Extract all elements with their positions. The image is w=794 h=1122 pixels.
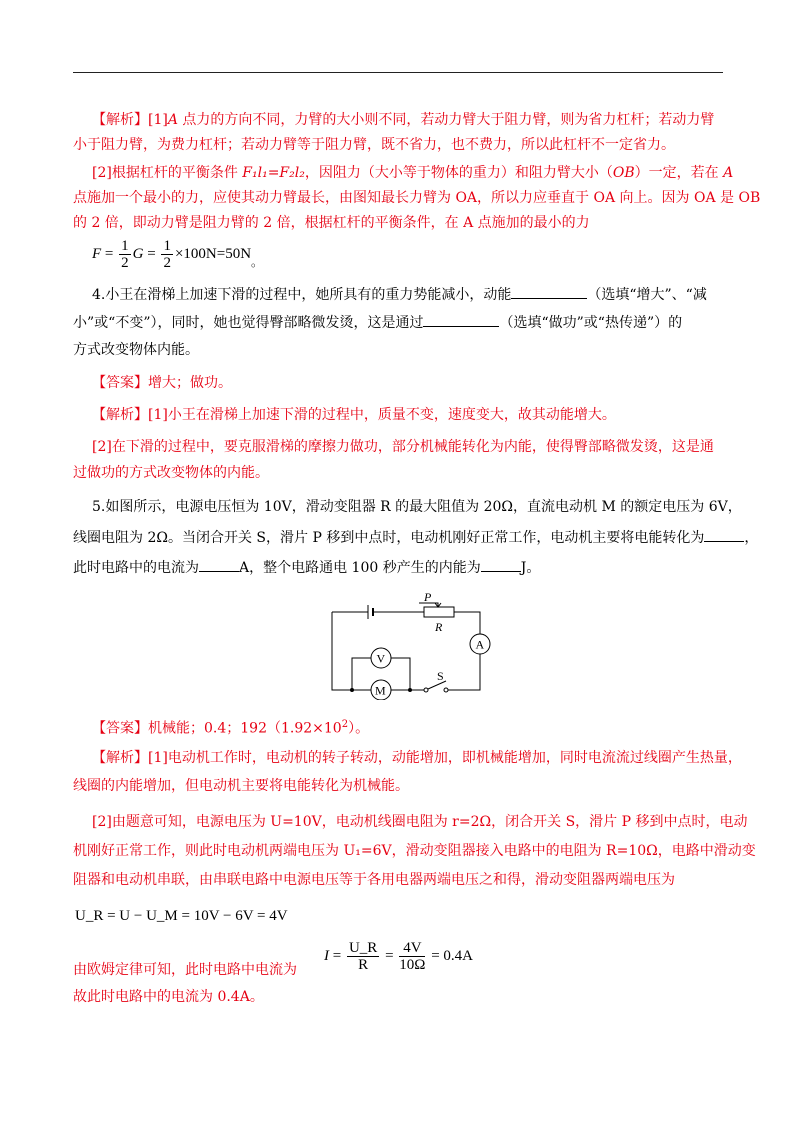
q5-ohm-text: 由欧姆定律可知，此时电路中电流为 xyxy=(73,962,297,978)
q4-blank-1[interactable] xyxy=(511,284,587,299)
q5-stem-1: 5.如图所示，电源电压恒为 10V，滑动变阻器 R 的最大阻值为 20Ω，直流电动机 M 的额定电压为 6V， xyxy=(92,499,742,515)
q4-stem-3: 方式改变物体内能。 xyxy=(73,342,199,358)
voltmeter-wire-left xyxy=(352,658,371,690)
q5-analysis-2: [2]由题意可知，电源电压为 U=10V，电动机线圈电阻为 r=2Ω，闭合开关 S，滑片 P 移到中点时，电动 xyxy=(92,814,748,830)
label-V: V xyxy=(376,651,386,666)
q5-analysis-2c: 阻器和电动机串联，由串联电路中电源电压等于各用电器两端电压之和得，滑动变阻器两端电压为 xyxy=(73,872,675,888)
q4-analysis-2b: 过做功的方式改变物体的内能。 xyxy=(73,465,269,481)
q5-answer: 【答案】机械能；0.4；$192(1.92\times 10^2)$。 xyxy=(92,719,370,737)
label-A: A xyxy=(475,637,485,652)
wire-right-down xyxy=(448,654,480,690)
q4-answer: 【答案】增大；做功。 xyxy=(92,375,232,391)
label-S: S xyxy=(437,669,444,683)
q5-analysis-1: 【解析】[1]电动机工作时，电动机的转子转动，动能增加，即机械能增加，同时电流流过线圈产生热量， xyxy=(92,750,742,766)
q4-stem-1: 4.小王在滑梯上加速下滑的过程中，她所具有的重力势能减小，动能 （选填“增大”、“减 xyxy=(92,284,724,305)
q5-stem-2: 线圈电阻为 2Ω。当闭合开关 S，滑片 P 移到中点时，电动机刚好正常工作，电动机主要将电能转化为 ， xyxy=(73,527,705,548)
q5-equation-2: I = $\frac{U\_R}{R}$ = $\frac{4V}{10\Omega}$ = 0.4A xyxy=(324,940,473,973)
top-rule xyxy=(73,72,723,73)
switch-contact-left xyxy=(424,688,428,692)
q5-blank-3[interactable] xyxy=(481,557,521,572)
q5-blank-2[interactable] xyxy=(199,557,239,572)
q5-equation-1: U_R = U − U_M = 10V − 6V = 4V xyxy=(75,908,288,924)
circuit-diagram xyxy=(320,590,500,700)
q5-blank-1[interactable] xyxy=(704,527,744,542)
q5-analysis-1b: 线圈的内能增加，但电动机主要将电能转化为机械能。 xyxy=(73,778,409,794)
q4-stem-2: 小”或“不变”），同时，她也觉得臀部略微发烫，这是通过 （选填“做功”或“热传递”）的 xyxy=(73,312,705,333)
q4-analysis-1: 【解析】[1]小王在滑梯上加速下滑的过程中，质量不变，速度变大，故其动能增大。 xyxy=(92,407,616,423)
q3-analysis-2c: 的 2 倍，即动力臂是阻力臂的 2 倍，根据杠杆的平衡条件，在 A 点施加的最小的力 xyxy=(73,215,590,231)
resistor xyxy=(424,607,454,617)
q4-analysis-2: [2]在下滑的过程中，要克服滑梯的摩擦力做功，部分机械能转化为内能，使得臀部略微发烫，这是通 xyxy=(92,439,714,455)
wire-top-right xyxy=(454,612,480,634)
q3-analysis-2b: 点施加一个最小的力，应使其动力臂最长，由图知最长力臂为 OA，所以力应垂直于 OA 向上。因为 OA 是 OB xyxy=(73,190,761,206)
label-M: M xyxy=(375,683,386,698)
junction-right xyxy=(408,688,412,692)
label-P: P xyxy=(424,590,432,604)
q5-stem-3: 此时电路中的电流为 A，整个电路通电 100 秒产生的内能为 J。 xyxy=(73,557,705,578)
q3-analysis-1b: 小于阻力臂，为费力杠杆；若动力臂等于阻力臂，既不省力，也不费力，所以此杠杆不一定省力。 xyxy=(73,137,675,153)
q3-equation: F = $\frac{1}{2}$ G = $\frac{1}{2}$ $\times 100N=50N_。$ xyxy=(92,238,264,271)
q3-analysis-2: [2]根据杠杆的平衡条件 F₁l₁=F₂l₂，因阻力（大小等于物体的重力）和阻力臂大小（OB）一定，若在 A xyxy=(92,165,734,181)
switch-contact-right xyxy=(444,688,448,692)
q5-final: 故此时电路中的电流为 0.4A。 xyxy=(73,989,264,1005)
voltmeter-wire-right xyxy=(391,658,410,690)
q4-blank-2[interactable] xyxy=(423,312,499,327)
q5-analysis-2b: 机刚好正常工作，则此时电动机两端电压为 U₁=6V，滑动变阻器接入电路中的电阻为 R=10Ω，电路中滑动变 xyxy=(73,843,756,859)
junction-left xyxy=(350,688,354,692)
label-R: R xyxy=(435,620,443,634)
q3-analysis-1: 【解析】[1]A 点力的方向不同，力臂的大小则不同，若动力臂大于阻力臂，则为省力杠杆；若动力臂 xyxy=(92,112,715,128)
